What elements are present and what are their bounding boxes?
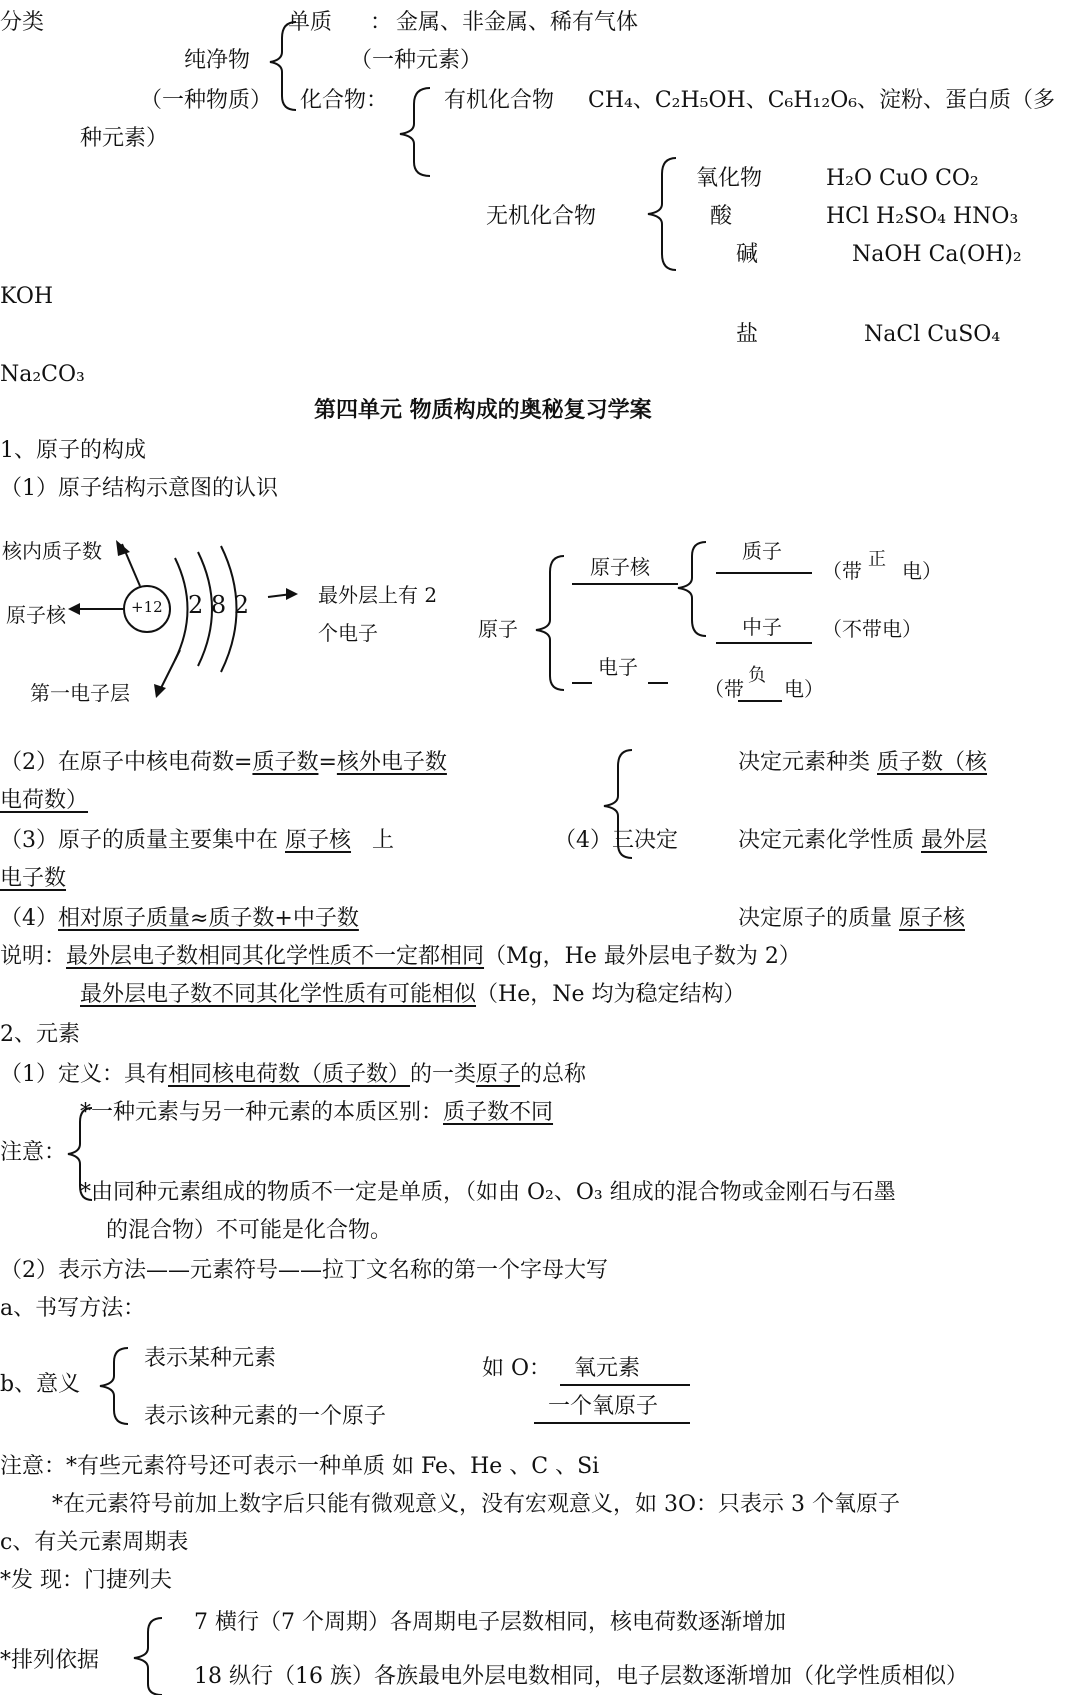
compound-note: 种元素）: [80, 126, 169, 151]
brace-compound: [400, 88, 430, 176]
proton-charge-pre: （带: [822, 559, 862, 583]
s2-b-label: b、意义: [0, 1372, 81, 1397]
arrowhead-proton: [116, 540, 130, 556]
tree-electron-line-a: [572, 682, 592, 684]
s2-rep: （2）表示方法——元素符号——拉丁文名称的第一个字母大写: [0, 1258, 608, 1283]
p2-continued: 电荷数）: [0, 788, 89, 813]
electron-charge-post: 电）: [784, 677, 824, 701]
nucleus-charge: +12: [131, 598, 163, 616]
base-examples: NaOH Ca(OH)₂: [852, 242, 1022, 267]
p2-line: （2）在原子中核电荷数=质子数=核外电子数: [0, 750, 447, 775]
p4-line: （4）相对原子质量≈质子数+中子数: [0, 906, 359, 931]
s2-b1: 表示某种元素: [144, 1346, 277, 1371]
s2-a: a、书写方法：: [0, 1296, 146, 1321]
s2-notice2: 注意：*有些元素符号还可表示一种单质 如 Fe、He 、C 、Si: [0, 1454, 600, 1479]
tree-neutron: 中子: [742, 615, 782, 639]
label-proton-count: 核内质子数: [2, 539, 102, 563]
p3-line: （3）原子的质量主要集中在 原子核 上: [0, 828, 395, 853]
arrowhead-nucleus: [68, 603, 80, 615]
brace-inorganic: [648, 158, 676, 270]
label-first-layer: 第一电子层: [30, 681, 130, 705]
tree-atom: 原子: [478, 617, 518, 641]
tree-nucleus: 原子核: [590, 555, 650, 579]
arrowhead-outer: [286, 588, 298, 600]
s2-arr-label: *排列依据: [0, 1648, 100, 1673]
s2-ex2: 一个氧原子: [548, 1394, 659, 1419]
s2-notice3: *在元素符号前加上数字后只能有微观意义，没有宏观意义，如 3O：只表示 3 个氧原子: [52, 1492, 901, 1517]
s2-ex-label: 如 O：: [482, 1356, 552, 1381]
decide3: 决定原子的质量 原子核: [738, 906, 966, 931]
proton-charge-post: 电）: [902, 559, 942, 583]
tree-proton-underline: [716, 572, 812, 574]
tree-electron: 电子: [598, 655, 638, 679]
brace-meaning: [100, 1348, 128, 1424]
proton-charge: 正: [868, 549, 886, 570]
oxide-examples: H₂O CuO CO₂: [826, 166, 979, 191]
tree-proton: 质子: [742, 539, 782, 563]
acid-name: 酸: [710, 204, 733, 229]
element-colon: ：: [370, 10, 393, 35]
element-types: 金属、非金属、稀有气体: [396, 10, 639, 35]
salt-name: 盐: [736, 322, 759, 347]
tree-neutron-underline: [716, 642, 812, 644]
element-note: （一种元素）: [350, 48, 483, 73]
base-extra: KOH: [0, 284, 54, 309]
decide2-continued: 电子数: [0, 866, 67, 891]
electron-charge-underline: [738, 700, 782, 702]
brace-nucleus: [678, 542, 706, 636]
s2-note1: *一种元素与另一种元素的本质区别：质子数不同: [80, 1100, 554, 1125]
electron-config: 2 8 2: [188, 591, 250, 619]
s1-sub1: （1）原子结构示意图的认识: [0, 476, 278, 501]
outer-note-1: 最外层上有 2: [318, 583, 438, 607]
s1-heading: 1、原子的构成: [0, 438, 146, 463]
s2-note2: *由同种元素组成的物质不一定是单质，（如由 O₂、O₃ 组成的混合物或金刚石与石墨: [80, 1180, 896, 1205]
electron-charge: 负: [748, 665, 766, 686]
outer-note-2: 个电子: [318, 621, 378, 645]
compound-label: 化合物：: [300, 88, 389, 113]
inorganic-label: 无机化合物: [486, 204, 597, 229]
element-label: 单质: [288, 10, 333, 35]
unit-title: 第四单元 物质构成的奥秘复习学案: [314, 397, 652, 423]
arrowhead-first-layer: [154, 684, 166, 698]
organic-examples: CH₄、C₂H₅OH、C₆H₁₂O₆、淀粉、蛋白质（多: [588, 88, 1056, 113]
brace-arrange: [134, 1618, 162, 1695]
note1: 说明：最外层电子数相同其化学性质不一定都相同（Mg，He 最外层电子数为 2）: [0, 944, 801, 969]
salt-examples: NaCl CuSO₄: [864, 322, 1001, 347]
tree-electron-line-b: [648, 682, 668, 684]
neutron-charge: （不带电）: [822, 617, 922, 641]
arrow-first-layer: [160, 650, 180, 690]
s2-arr1: 7 横行（7 个周期）各周期电子层数相同，核电荷数逐渐增加: [194, 1610, 786, 1635]
electron-charge-pre: （带: [704, 677, 744, 701]
s2-c: c、有关元素周期表: [0, 1530, 189, 1555]
base-name: 碱: [736, 242, 759, 267]
oxide-name: 氧化物: [696, 166, 763, 191]
salt-extra: Na₂CO₃: [0, 362, 85, 387]
s2-arr2: 18 纵行（16 族）各族最电外层电数相同，电子层数逐渐增加（化学性质相似）: [194, 1664, 968, 1689]
brace-atom: [536, 556, 564, 690]
pure-label: 纯净物: [184, 48, 251, 73]
shell-1: [175, 558, 188, 660]
s2-b2: 表示该种元素的一个原子: [144, 1404, 387, 1429]
decide1: 决定元素种类 质子数（核: [738, 750, 988, 775]
s2-note2-cont: 的混合物）不可能是化合物。: [106, 1218, 393, 1243]
s2-discovery: *发 现：门捷列夫: [0, 1568, 172, 1593]
decide-label: （4）三决定: [554, 828, 678, 853]
s2-heading: 2、元素: [0, 1022, 80, 1047]
s2-notice-label: 注意：: [0, 1140, 67, 1165]
ex2-underline: [534, 1422, 690, 1424]
organic-label: 有机化合物: [444, 88, 555, 113]
tree-nucleus-underline: [572, 583, 678, 585]
acid-examples: HCl H₂SO₄ HNO₃: [826, 204, 1019, 229]
s2-definition: （1）定义：具有相同核电荷数（质子数）的一类原子的总称: [0, 1062, 587, 1087]
pure-note: （一种物质）: [140, 88, 273, 113]
label-nucleus: 原子核: [6, 603, 66, 627]
note2: 最外层电子数不同其化学性质有可能相似（He，Ne 均为稳定结构）: [80, 982, 746, 1007]
s2-ex1: 氧元素: [574, 1356, 641, 1381]
ex1-underline: [560, 1384, 690, 1386]
classification-title: 分类: [0, 10, 45, 35]
decide2: 决定元素化学性质 最外层: [738, 828, 988, 853]
